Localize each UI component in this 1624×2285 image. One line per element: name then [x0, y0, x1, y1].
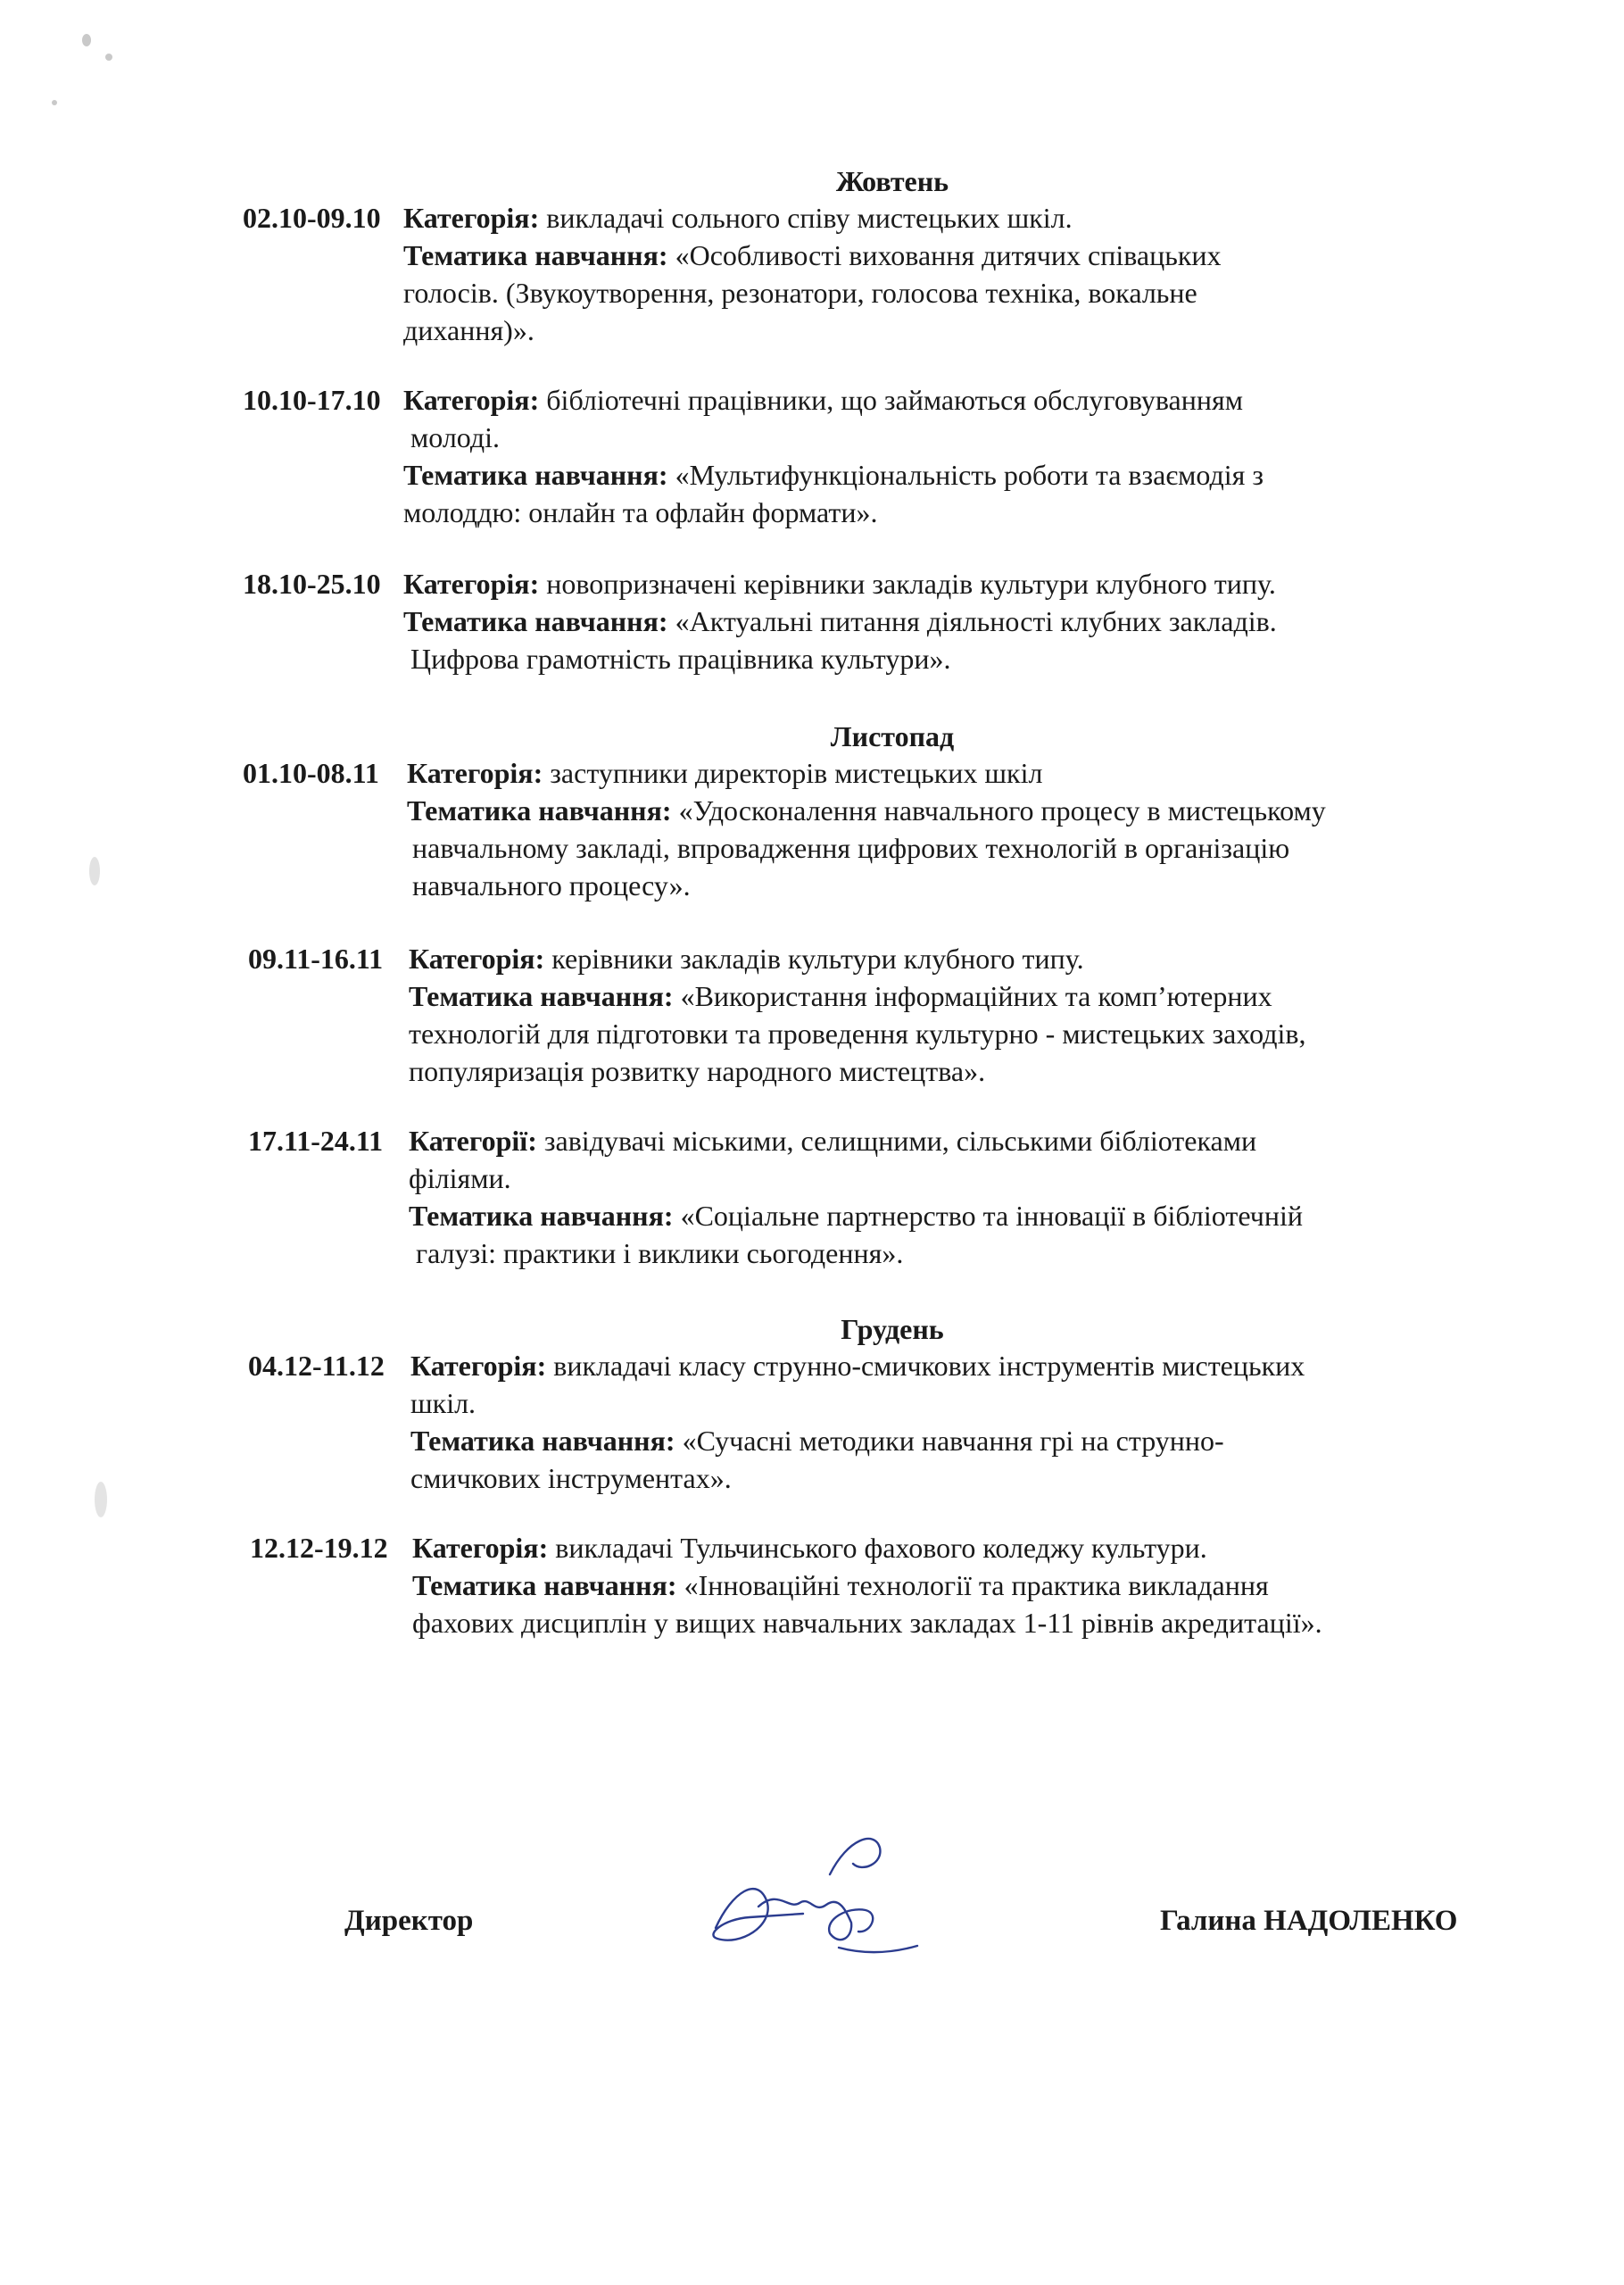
topic-line: технологій для підготовки та проведення культурно - мистецьких заходів,: [409, 1018, 1306, 1050]
course-dates: 01.10-08.11: [243, 757, 379, 789]
topic-label: Тематика навчання:: [410, 1425, 675, 1457]
topic-line: смичкових інструментах».: [410, 1462, 732, 1494]
topic-label: Тематика навчання:: [409, 1200, 674, 1232]
category-label: Категорія:: [410, 1350, 547, 1382]
topic-line: Цифрова грамотність працівника культури».: [410, 643, 951, 675]
category-label: Категорія:: [407, 757, 543, 789]
topic-line: «Мультифункціональність роботи та взаємодія з: [675, 459, 1264, 491]
category-label: Категорія:: [412, 1532, 549, 1564]
topic-line: «Соціальне партнерство та інновації в бібліотечній: [680, 1200, 1303, 1232]
category-text: викладачі сольного співу мистецьких шкіл.: [546, 202, 1073, 234]
category-text: заступники директорів мистецьких шкіл: [550, 757, 1043, 789]
topic-label: Тематика навчання:: [407, 794, 672, 827]
topic-line: «Сучасні методики навчання грі на струнно-: [682, 1425, 1224, 1457]
course-dates: 02.10-09.10: [243, 202, 381, 234]
topic-line: «Використання інформаційних та комп’ютерних: [680, 980, 1272, 1012]
category-text-cont: молоді.: [410, 421, 501, 453]
course-dates: 10.10-17.10: [243, 384, 381, 416]
category-label: Категорія:: [403, 384, 540, 416]
category-text-cont: філіями.: [409, 1162, 511, 1194]
category-label: Категорії:: [409, 1125, 537, 1157]
topic-line: навчальному закладі, впровадження цифрових технологій в організацію: [412, 832, 1290, 864]
topic-label: Тематика навчання:: [403, 459, 668, 491]
category-label: Категорія:: [409, 943, 545, 975]
category-text: завідувачі міськими, селищними, сільськими бібліотеками: [543, 1125, 1257, 1157]
topic-line: навчального процесу».: [412, 869, 691, 902]
topic-line: «Інноваційні технології та практика викладання: [684, 1569, 1269, 1601]
topic-line: «Особливості виховання дитячих співацьких: [675, 239, 1222, 271]
topic-line: «Актуальні питання діяльності клубних закладів.: [675, 605, 1277, 637]
month-heading-october: Жовтень: [835, 165, 949, 197]
course-dates: 04.12-11.12: [248, 1350, 385, 1382]
category-text: бібліотечні працівники, що займаються обслуговуванням: [546, 384, 1243, 416]
topic-label: Тематика навчання:: [403, 605, 668, 637]
signatory-position: Директор: [344, 1905, 474, 1937]
category-label: Категорія:: [403, 568, 540, 600]
category-label: Категорія:: [403, 202, 540, 234]
category-text: керівники закладів культури клубного типу.: [551, 943, 1084, 975]
course-dates: 17.11-24.11: [248, 1125, 384, 1157]
category-text: новопризначені керівники закладів культури клубного типу.: [546, 568, 1276, 600]
topic-line: фахових дисциплін у вищих навчальних закладах 1-11 рівнів акредитації».: [412, 1607, 1322, 1639]
topic-line: дихання)».: [403, 314, 534, 346]
category-text-cont: шкіл.: [410, 1387, 476, 1419]
course-dates: 18.10-25.10: [243, 568, 381, 600]
topic-line: голосів. (Звукоутворення, резонатори, голосова техніка, вокальне: [403, 277, 1197, 309]
category-text: викладачі Тульчинського фахового коледжу культури.: [555, 1532, 1207, 1564]
topic-line: галузі: практики і виклики сьогодення».: [416, 1237, 904, 1269]
topic-label: Тематика навчання:: [412, 1569, 677, 1601]
month-heading-november: Листопад: [830, 720, 955, 752]
month-heading-december: Грудень: [841, 1313, 944, 1345]
course-dates: 12.12-19.12: [250, 1532, 388, 1564]
category-text: викладачі класу струнно-смичкових інструментів мистецьких: [553, 1350, 1305, 1382]
signatory-name: Галина НАДОЛЕНКО: [1160, 1905, 1458, 1937]
course-dates: 09.11-16.11: [248, 943, 384, 975]
topic-line: молоддю: онлайн та офлайн формати».: [403, 496, 878, 528]
handwritten-signature: [696, 1821, 928, 1973]
topic-line: «Удосконалення навчального процесу в мистецькому: [678, 794, 1326, 827]
topic-label: Тематика навчання:: [409, 980, 674, 1012]
topic-line: популяризація розвитку народного мистецтва».: [409, 1055, 986, 1087]
topic-label: Тематика навчання:: [403, 239, 668, 271]
